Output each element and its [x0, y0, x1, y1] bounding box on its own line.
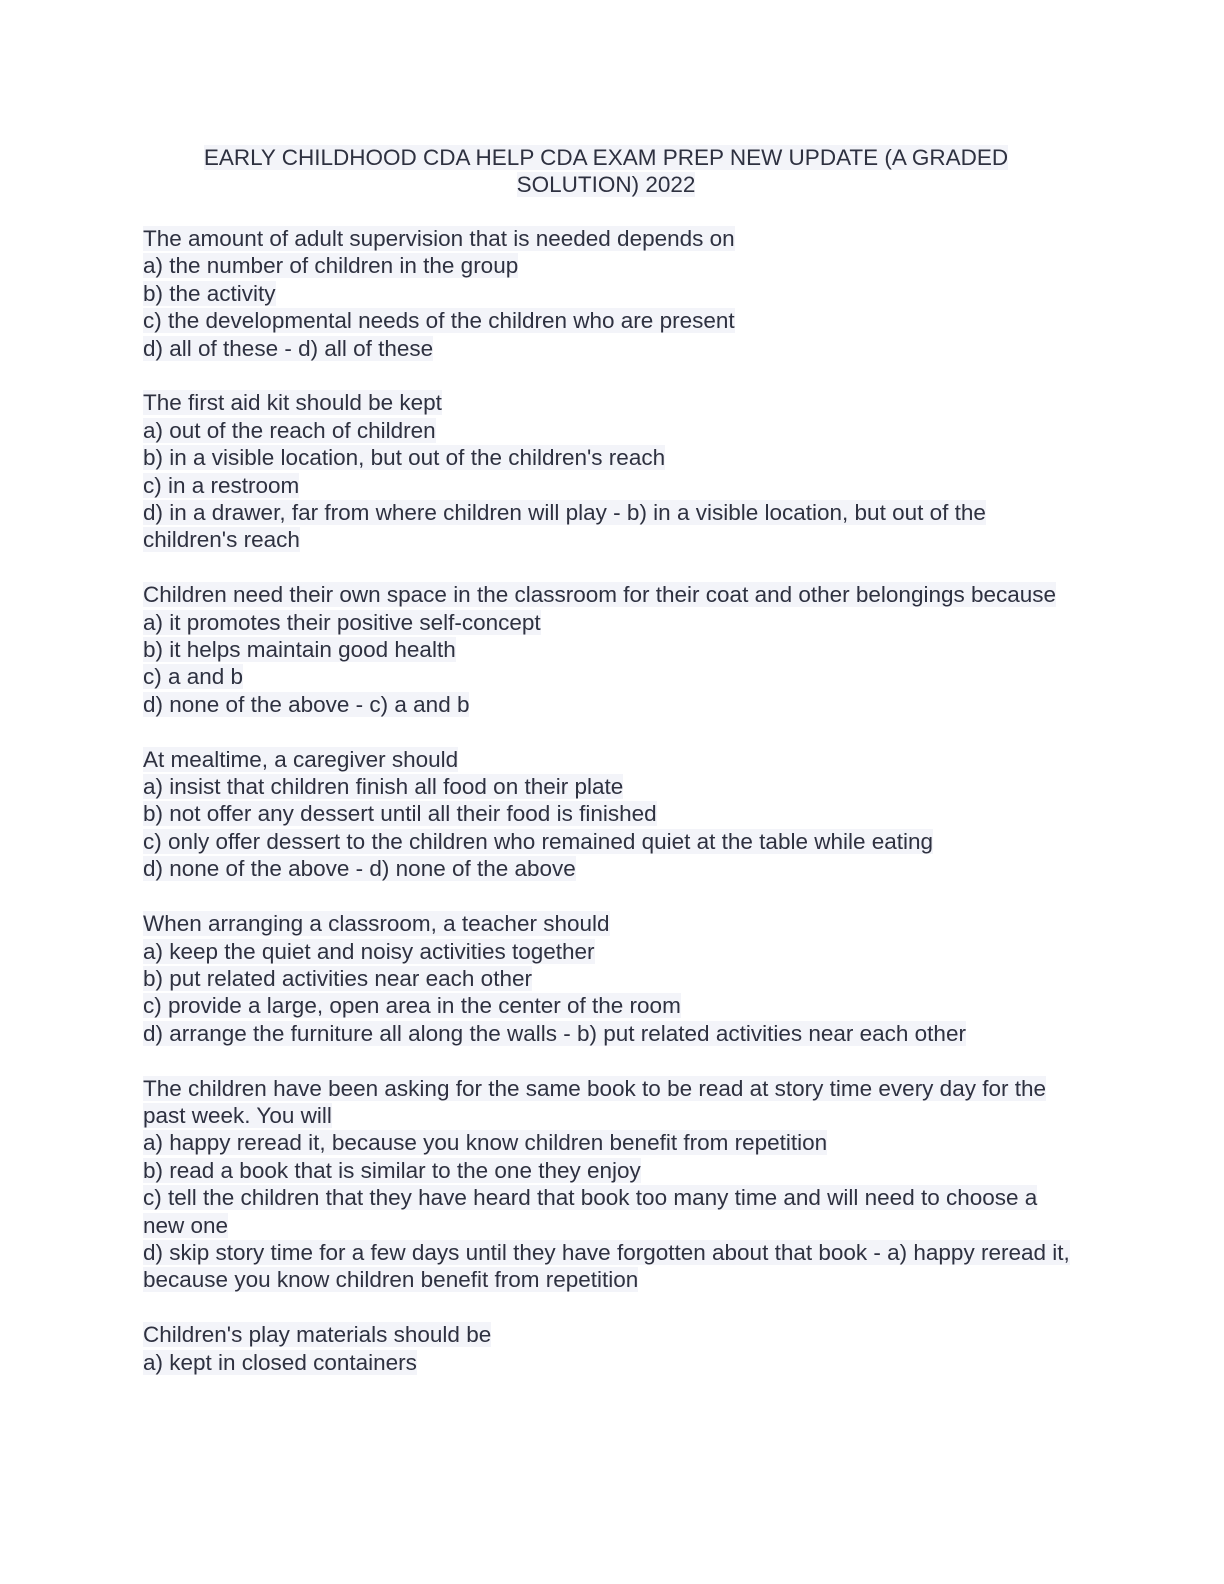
title-line-2: SOLUTION) 2022 — [516, 172, 696, 197]
question-block — [143, 1075, 1083, 1294]
answer-option: d) skip story time for a few days until they have forgotten about that book - a) happy reread it, because you know children benefit from repetition — [143, 1239, 1070, 1293]
answer-option: b) read a book that is similar to the one they enjoy — [143, 1157, 641, 1183]
question-stem: The amount of adult supervision that is needed depends on — [143, 226, 735, 251]
question-list — [143, 225, 1083, 1403]
answer-option: c) a and b — [143, 664, 244, 690]
question-stem: When arranging a classroom, a teacher should — [143, 911, 610, 937]
title-line-1: EARLY CHILDHOOD CDA HELP CDA EXAM PREP NEW UPDATE (A GRADED — [203, 145, 1009, 170]
answer-option: d) none of the above - d) none of the above — [143, 856, 576, 882]
answer-option: d) none of the above - c) a and b — [143, 691, 470, 717]
answer-option: c) in a restroom — [143, 472, 300, 498]
answer-option: a) it promotes their positive self-concept — [143, 609, 541, 635]
answer-option: c) only offer dessert to the children who remained quiet at the table while eating — [143, 828, 934, 854]
question-stem: Children need their own space in the classroom for their coat and other belongings because — [143, 582, 1057, 608]
answer-option: a) out of the reach of children — [143, 417, 436, 443]
answer-option: a) the number of children in the group — [143, 253, 519, 279]
answer-option: a) insist that children finish all food on their plate — [143, 774, 624, 800]
question-block — [143, 910, 1083, 1047]
answer-option: d) in a drawer, far from where children will play - b) in a visible location, but out of the children's reach — [143, 500, 986, 553]
answer-option: b) not offer any dessert until all their food is finished — [143, 801, 657, 827]
question-stem: The first aid kit should be kept — [143, 390, 442, 416]
question-block — [143, 581, 1083, 718]
question-stem: Children's play materials should be — [143, 1322, 492, 1348]
answer-option: a) keep the quiet and noisy activities together — [143, 938, 595, 964]
answer-option: b) it helps maintain good health — [143, 637, 456, 663]
answer-option: a) kept in closed containers — [143, 1349, 417, 1375]
answer-option: c) the developmental needs of the children who are present — [143, 308, 735, 334]
answer-option: b) the activity — [143, 280, 276, 306]
answer-option: c) provide a large, open area in the center of the room — [143, 993, 681, 1019]
answer-option: b) put related activities near each other — [143, 965, 532, 991]
question-block — [143, 1321, 1083, 1376]
answer-option: d) all of these - d) all of these — [143, 335, 434, 361]
answer-option: b) in a visible location, but out of the children's reach — [143, 445, 666, 471]
answer-option: c) tell the children that they have heard that book too many time and will need to choose a new one — [143, 1185, 1038, 1238]
document-title — [150, 144, 1062, 198]
answer-option: a) happy reread it, because you know children benefit from repetition — [143, 1130, 828, 1156]
question-block — [143, 389, 1083, 553]
question-block — [143, 225, 1083, 362]
question-stem: The children have been asking for the same book to be read at story time every day for the past week. You will — [143, 1075, 1046, 1128]
answer-option: d) arrange the furniture all along the walls - b) put related activities near each other — [143, 1020, 966, 1046]
question-block — [143, 746, 1083, 883]
question-stem: At mealtime, a caregiver should — [143, 746, 459, 772]
